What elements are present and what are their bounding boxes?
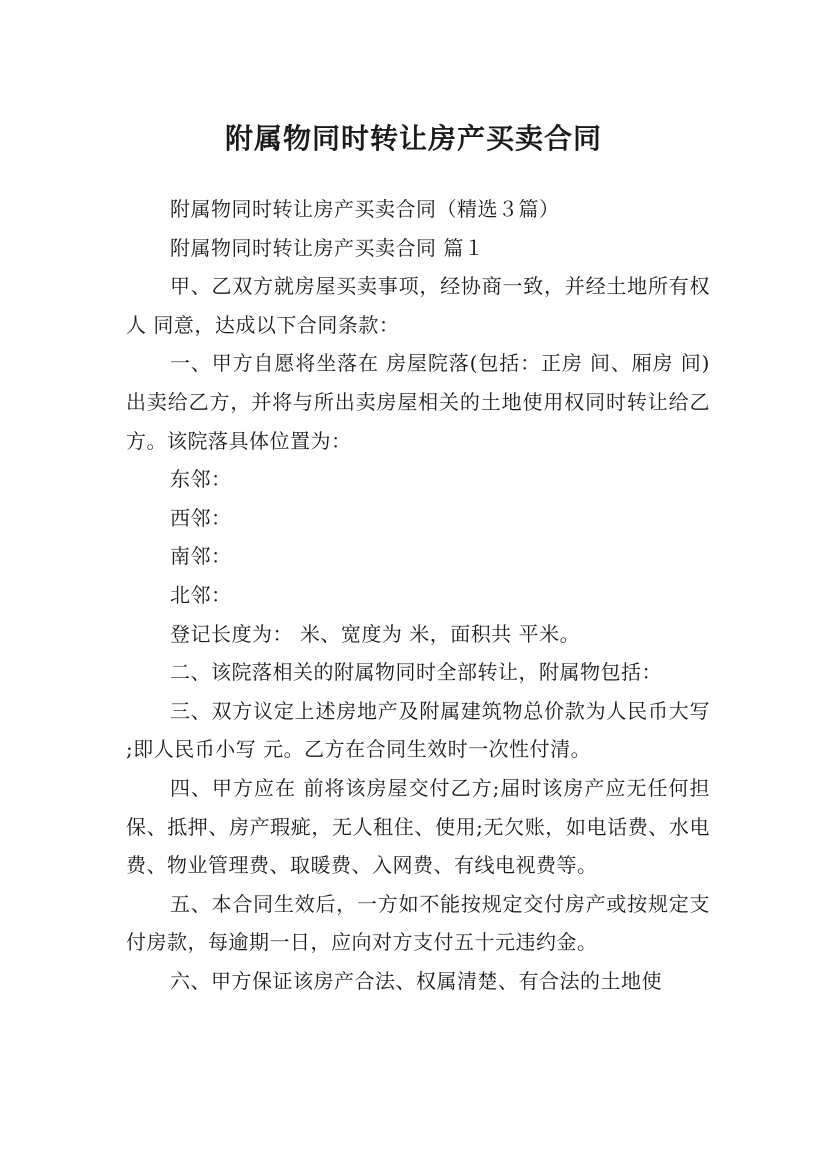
paragraph-clause-3: 三、双方议定上述房地产及附属建筑物总价款为人民币大写 ;即人民币小写 元。乙方在合同生效时一次性付清。 xyxy=(126,698,710,762)
paragraph-south-neighbor: 南邻： xyxy=(170,544,232,569)
paragraph-dimensions: 登记长度为： 米、宽度为 米，面积共 平米。 xyxy=(170,621,581,646)
paragraph-clause-1: 一、甲方自愿将坐落在 房屋院落(包括：正房 间、厢房 间)出卖给乙方，并将与所出卖房屋相关的土地使用权同时转让给乙方。该院落具体位置为： xyxy=(126,351,710,453)
paragraph-clause-4: 四、甲方应在 前将该房屋交付乙方;届时该房产应无任何担保、抵押、房产瑕疵，无人租住、使用;无欠账，如电话费、水电费、物业管理费、取暖费、入网费、有线电视费等。 xyxy=(126,775,710,878)
paragraph-west-neighbor: 西邻： xyxy=(170,505,232,530)
paragraph-clause-5: 五、本合同生效后，一方如不能按规定交付房产或按规定支付房款，每逾期一日，应向对方支付五十元违约金。 xyxy=(126,891,710,955)
paragraph-intro: 甲、乙双方就房屋买卖事项，经协商一致，并经土地所有权人 同意，达成以下合同条款： xyxy=(126,274,710,337)
document-title: 附属物同时转让房产买卖合同 xyxy=(224,121,602,155)
document-body xyxy=(126,190,710,1000)
paragraph-east-neighbor: 东邻： xyxy=(170,467,232,492)
paragraph-section-heading: 附属物同时转让房产买卖合同 篇１ xyxy=(170,235,485,260)
paragraph-subtitle: 附属物同时转让房产买卖合同（精选３篇） xyxy=(170,197,560,221)
paragraph-clause-2: 二、该院落相关的附属物同时全部转让，附属物包括： xyxy=(170,660,662,685)
paragraph-clause-6: 六、甲方保证该房产合法、权属清楚、有合法的土地使 xyxy=(170,968,662,993)
paragraph-north-neighbor: 北邻： xyxy=(170,582,232,607)
